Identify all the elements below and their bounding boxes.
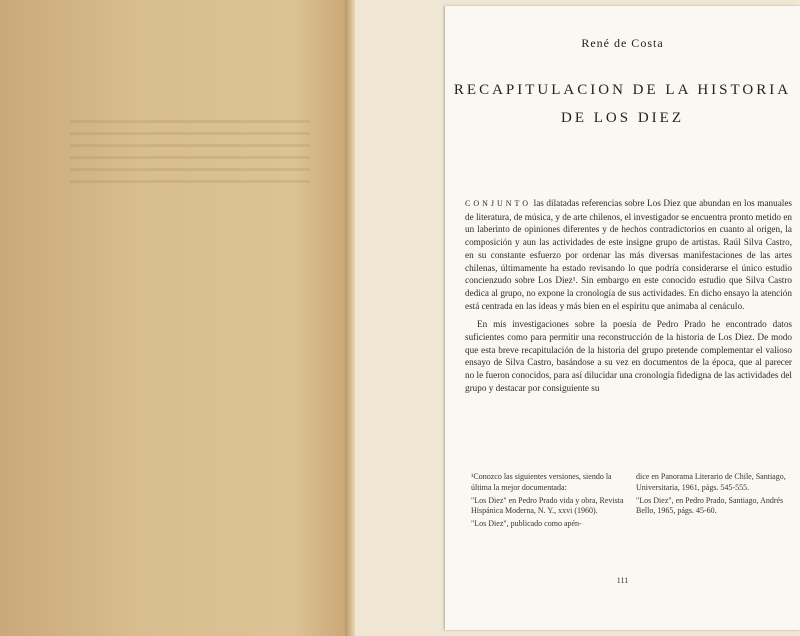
paragraph-2: En mis investigaciones sobre la poesía de Pedro Prado he encontrado datos suficientes como para permitir una reconstrucción de la historia de Los Diez. De modo que esta breve recapitulación de la historia del grupo pretende complementar el valioso ensayo de Silva Castro, basándose a su vez en documentos de la época, que al parecer no le fueron conocidos, para así dilucidar una cronología fidedigna de las actividades del grupo y destacar por consiguiente su (465, 319, 792, 393)
ghost-text-line (70, 144, 310, 147)
footnotes-left-column (471, 472, 624, 532)
article-body (465, 197, 792, 401)
footnote-line: "Los Diez", publicado como apén- (471, 519, 582, 529)
paragraph-1 (465, 197, 792, 312)
article-title (445, 76, 800, 132)
opening-word: CONJUNTO (465, 199, 532, 208)
ghost-text-line (70, 156, 310, 159)
footnote-line: ¹Conozco las siguientes versiones, siendo la última la mejor documentada: (471, 472, 612, 492)
author-name: René de Costa (581, 36, 664, 50)
paragraph-1-text: las dilatadas referencias sobre Los Diez que abundan en los manuales de literatura, de música, y de arte chilenos, el investigador se encuentra pronto metido en un laberinto de opiniones diferentes y de hechos contradictorios en cuanto al origen, la composición y aun las actividades de este insigne grupo de artistas. Raúl Silva Castro, en su constante esfuerzo por ordenar las más diversas manifestaciones de las artes chilenas, últimamente ha estado revisando lo que podría considerarse el único estudio concienzudo sobre Los Diez¹. Sin embargo en este conocido estudio que Silva Castro dedica al grupo, no expone la cronología de sus actividades. En dicho ensayo la atención está centrada en las ideas y más bien en el espíritu que animaba al cenáculo. (465, 198, 793, 311)
book-gutter (345, 0, 355, 636)
footnote-line: "Los Diez" en Pedro Prado vida y obra, Revista Hispánica Moderna, N. Y., xxvi (1960). (471, 495, 624, 516)
page-sheet (445, 6, 800, 630)
title-line-2: DE LOS DIEZ (561, 110, 684, 126)
footnote-line: dice en Panorama Literario de Chile, Santiago, Universitaria, 1961, págs. 545-555. (636, 472, 786, 492)
ghost-text-line (70, 132, 310, 135)
footnotes (471, 472, 789, 532)
footnotes-right-column (636, 472, 789, 532)
page-number: 111 (616, 576, 629, 585)
footnote-line: "Los Diez", en Pedro Prado, Santiago, Andrés Bello, 1965, págs. 45-60. (636, 495, 784, 516)
title-line-1: RECAPITULACION DE LA HISTORIA (453, 82, 792, 98)
left-page (0, 0, 345, 636)
ghost-text-line (70, 180, 310, 183)
ghost-text-line (70, 120, 310, 123)
ghost-text-line (70, 168, 310, 171)
